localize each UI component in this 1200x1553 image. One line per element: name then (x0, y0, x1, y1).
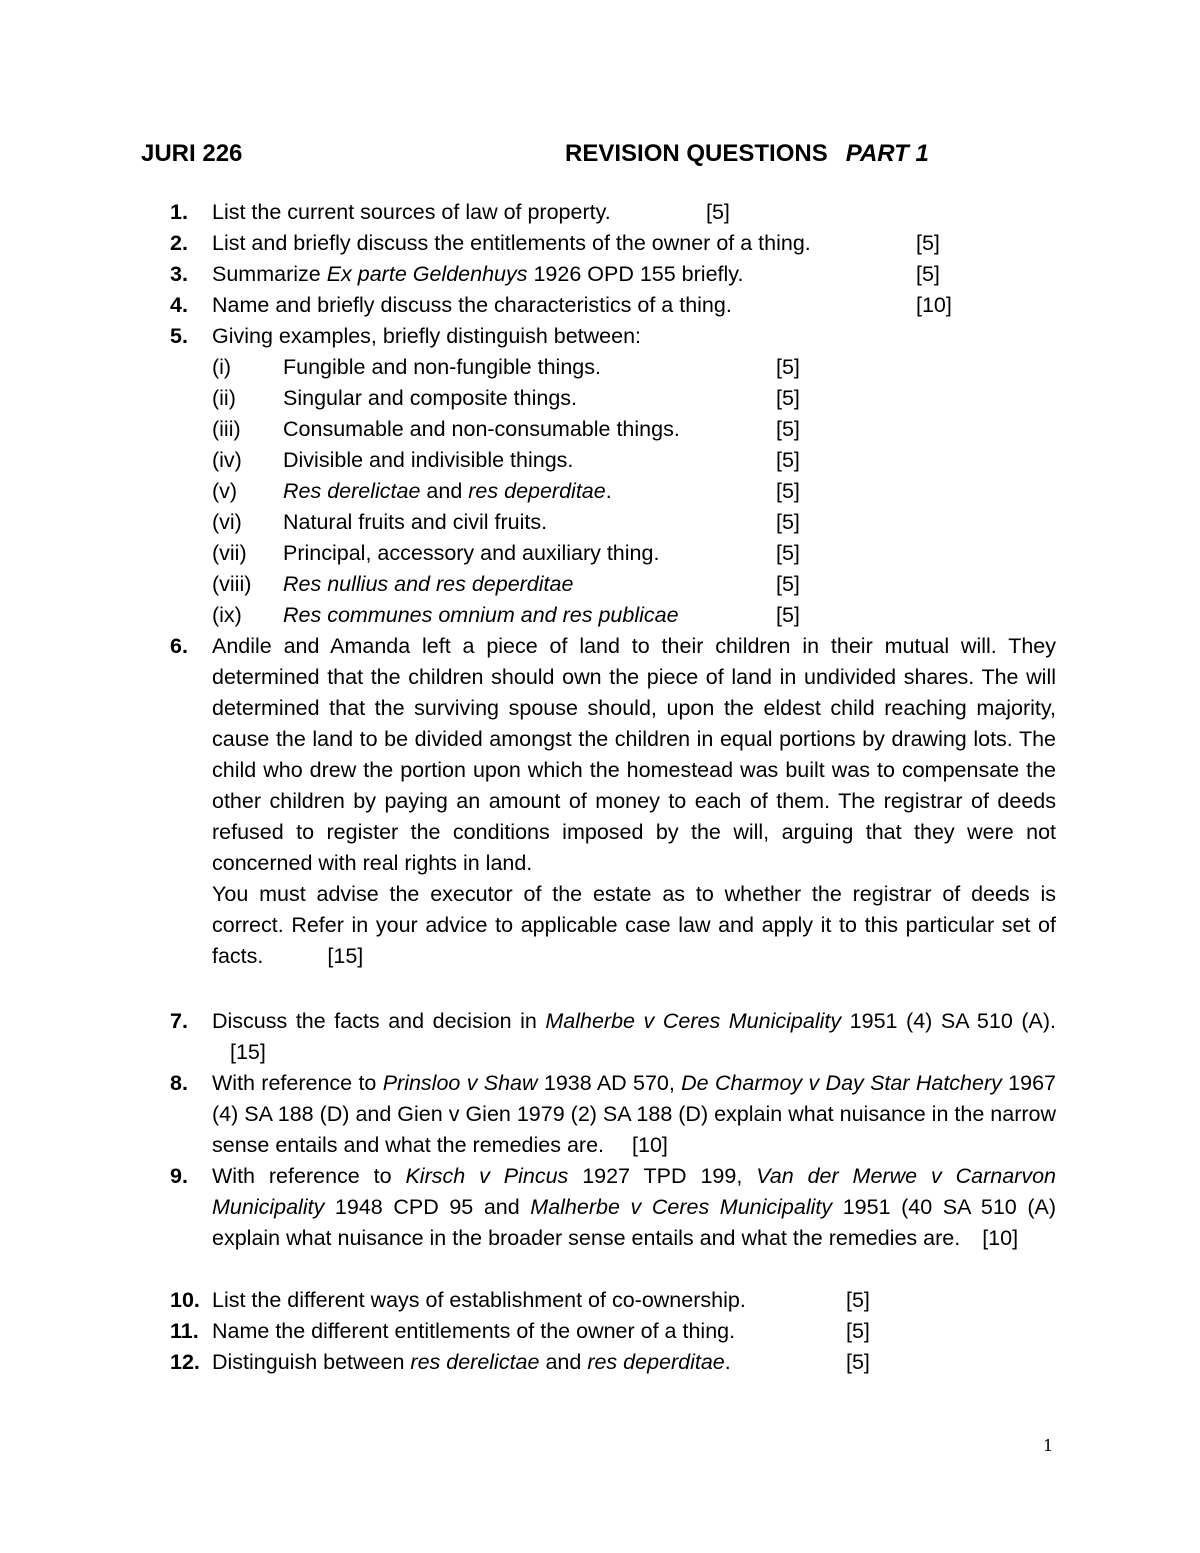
sub-question-mark: [5] (776, 417, 800, 441)
sub-question-text: Fungible and non-fungible things. (283, 355, 601, 379)
case-name: Kirsch v Pincus (405, 1164, 569, 1188)
latin-term: res deperditae (468, 479, 606, 503)
case-name: De Charmoy v Day Star Hatchery (681, 1071, 1002, 1095)
question-mark: [5] (846, 1350, 870, 1374)
text-segment: With reference to (212, 1164, 406, 1188)
question-text: Name and briefly discuss the characteristics of a thing. (212, 293, 732, 317)
question-number: 4. (170, 293, 188, 317)
title-text: REVISION QUESTIONS (565, 140, 828, 167)
question-text: Giving examples, briefly distinguish between: (212, 324, 642, 348)
question-text: List the current sources of law of property. (212, 200, 611, 224)
text-segment: Distinguish between (212, 1350, 411, 1374)
instruction-paragraph (212, 879, 1056, 972)
sub-question-text: Consumable and non-consumable things. (283, 417, 680, 441)
sub-question-text: Principal, accessory and auxiliary thing. (283, 541, 660, 565)
roman-numeral: (v) (212, 479, 238, 503)
roman-numeral: (vii) (212, 541, 247, 565)
question-text: Name the different entitlements of the owner of a thing. (212, 1319, 736, 1343)
page-header (141, 140, 1061, 176)
sub-question-mark: [5] (776, 386, 800, 410)
case-name: Van der Merwe v Carnarvon Municipality (212, 1164, 1056, 1219)
latin-term: res derelictae (410, 1350, 540, 1374)
roman-numeral: (viii) (212, 572, 252, 596)
sub-question-mark: [5] (776, 479, 800, 503)
question-number: 5. (170, 324, 188, 348)
sub-question-text: Res communes omnium and res publicae (283, 603, 679, 627)
roman-numeral: (i) (212, 355, 232, 379)
case-name: Malherbe v Ceres Municipality (545, 1009, 842, 1033)
roman-numeral: (ii) (212, 386, 236, 410)
question-mark: [15] (327, 944, 364, 968)
roman-numeral: (vi) (212, 510, 242, 534)
question-text (212, 259, 743, 290)
question-mark: [15] (230, 1040, 266, 1064)
question-mark: [10] (632, 1133, 668, 1157)
text-segment: 1926 OPD 155 briefly. (527, 262, 744, 286)
sub-question-mark: [5] (776, 541, 800, 565)
case-name: Prinsloo v Shaw (382, 1071, 538, 1095)
course-code: JURI 226 (141, 140, 243, 167)
text-segment: . (724, 1350, 731, 1374)
question-number: 8. (170, 1071, 188, 1095)
text-segment: 1951 (4) SA 510 (A). (841, 1009, 1056, 1033)
case-name: Ex parte Geldenhuys (326, 262, 528, 286)
question-text (212, 1068, 1056, 1161)
question-text: List and briefly discuss the entitlements of the owner of a thing. (212, 231, 811, 255)
text-segment: You must advise the executor of the estate as to whether the registrar of deeds is correct. Refer in your advice to applicable case law and apply it to this particular set of facts. (212, 882, 1056, 968)
question-number: 11. (170, 1319, 199, 1343)
page-number: 1 (1043, 1436, 1054, 1455)
question-mark: [5] (846, 1319, 870, 1343)
sub-question-mark: [5] (776, 355, 800, 379)
sub-question-mark: [5] (776, 572, 800, 596)
sub-question-text: Divisible and indivisible things. (283, 448, 574, 472)
question-mark: [10] (982, 1226, 1019, 1250)
text-segment: Discuss the facts and decision in (212, 1009, 546, 1033)
question-number: 6. (170, 634, 188, 658)
sub-question-text: Singular and composite things. (283, 386, 578, 410)
text-segment: 1948 CPD 95 and (324, 1195, 531, 1219)
text-segment: 1938 AD 570, (537, 1071, 682, 1095)
question-mark: [10] (916, 293, 952, 317)
text-segment: Summarize (212, 262, 327, 286)
sub-question-text: Res nullius and res deperditae (283, 572, 574, 596)
sub-question-text (283, 476, 612, 507)
question-text (212, 1006, 1056, 1068)
text-segment: 1967 (4) SA 188 (D) and Gien v Gien 1979 (2) SA 188 (D) explain what nuisance in the narrow sense entails and what the remedies are. (212, 1071, 1057, 1157)
scenario-paragraph: Andile and Amanda left a piece of land to their children in their mutual will. They determined that the children should own the piece of land in undivided shares. The will determined that the surviving spouse should, upon the eldest child reaching majority, cause the land to be divided amongst the children in equal portions by drawing lots. The child who drew the portion upon which the homestead was built was to compensate the other children by paying an amount of money to each of them. The registrar of deeds refused to register the conditions imposed by the will, arguing that they were not concerned with real rights in land. (212, 634, 1056, 875)
question-number: 10. (170, 1288, 200, 1312)
question-text: List the different ways of establishment of co-ownership. (212, 1288, 746, 1312)
question-number: 3. (170, 262, 188, 286)
question-number: 1. (170, 200, 188, 224)
roman-numeral: (iv) (212, 448, 242, 472)
part-label: PART 1 (845, 140, 929, 167)
question-text (212, 1161, 1056, 1254)
sub-question-mark: [5] (776, 448, 800, 472)
latin-term: Res derelictae (283, 479, 421, 503)
question-text (212, 631, 1056, 972)
question-mark: [5] (706, 200, 730, 224)
document-title (565, 140, 929, 168)
text-segment: and (420, 479, 469, 503)
case-name: Malherbe v Ceres Municipality (530, 1195, 833, 1219)
roman-numeral: (ix) (212, 603, 242, 627)
latin-term: res deperditae (587, 1350, 725, 1374)
question-mark: [5] (846, 1288, 870, 1312)
sub-question-mark: [5] (776, 603, 800, 627)
question-text (212, 1347, 731, 1378)
question-mark: [5] (916, 262, 940, 286)
roman-numeral: (iii) (212, 417, 241, 441)
question-mark: [5] (916, 231, 940, 255)
text-segment: 1927 TPD 199, (568, 1164, 757, 1188)
question-number: 2. (170, 231, 188, 255)
text-segment: and (539, 1350, 588, 1374)
question-number: 7. (170, 1009, 188, 1033)
question-number: 12. (170, 1350, 200, 1374)
sub-question-text: Natural fruits and civil fruits. (283, 510, 548, 534)
text-segment: With reference to (212, 1071, 383, 1095)
question-number: 9. (170, 1164, 188, 1188)
text-segment: . (605, 479, 612, 503)
sub-question-mark: [5] (776, 510, 800, 534)
text-segment: 1951 (40 SA 510 (A) explain what nuisance in the broader sense entails and what the remedies are. (212, 1195, 1056, 1250)
